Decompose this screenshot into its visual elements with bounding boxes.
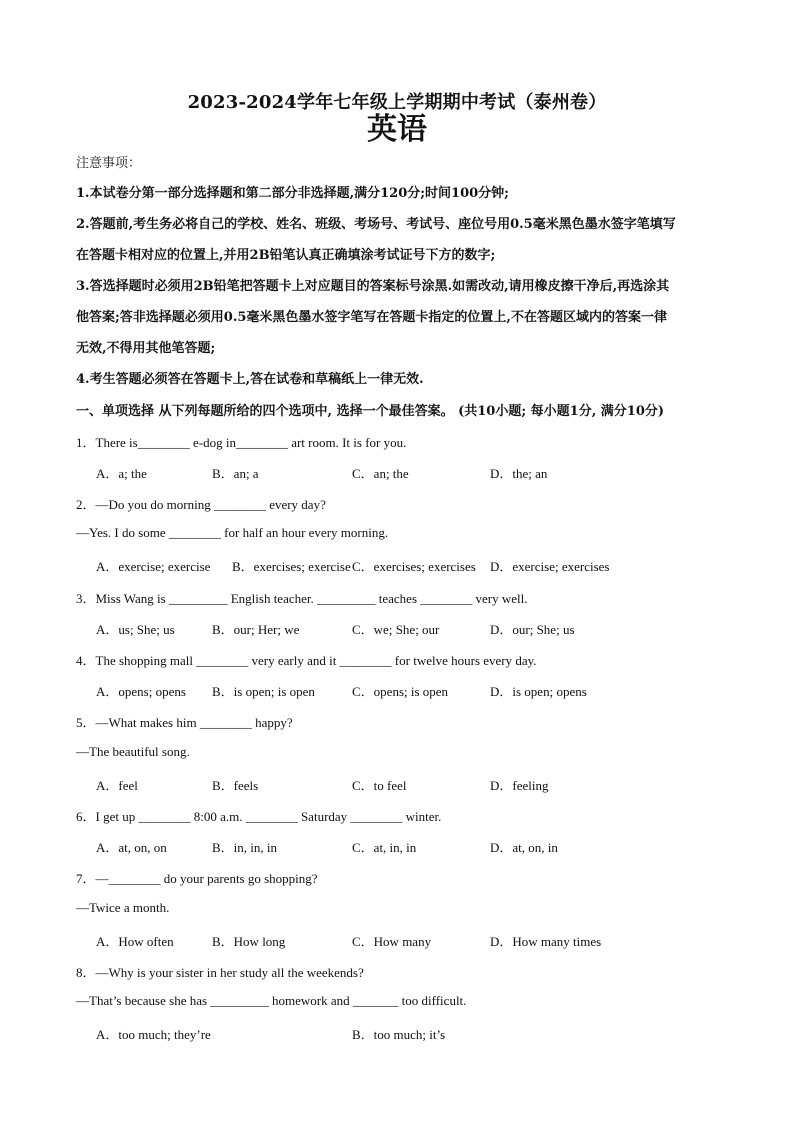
question-stem: 2．—Do you do morning ________ every day? <box>76 497 326 512</box>
note-line: 他答案;答非选择题必须用0.5毫米黑色墨水签字笔写在答题卡指定的位置上,不在答题区域内的答案一律 <box>76 310 667 325</box>
question-stem: 7．—________ do your parents go shopping? <box>76 871 318 886</box>
question-stem: 8．—Why is your sister in her study all the weekends? <box>76 965 364 980</box>
question-stem: 3．Miss Wang is _________ English teacher. _________ teaches ________ very well. <box>76 591 528 606</box>
note-line: 4.考生答题必须答在答题卡上,答在试卷和草稿纸上一律无效. <box>76 372 424 387</box>
exam-title: 2023-2024学年七年级上学期期中考试（泰州卷） <box>187 92 607 113</box>
question-stem: 6．I get up ________ 8:00 a.m. ________ Saturday ________ winter. <box>76 809 442 824</box>
option-b: B．exercises; exercise <box>232 559 351 574</box>
option-a: A．feel <box>96 778 138 793</box>
option-a: A．at, on, on <box>96 840 167 855</box>
option-c: C．we; She; our <box>352 622 440 637</box>
question-stem: —Yes. I do some ________ for half an hour every morning. <box>76 525 389 540</box>
option-b: B．is open; is open <box>212 684 315 699</box>
note-line: 1.本试卷分第一部分选择题和第二部分非选择题,满分120分;时间100分钟; <box>76 186 509 201</box>
question-stem: 4．The shopping mall ________ very early and it ________ for twelve hours every day. <box>76 653 537 668</box>
option-c: C．exercises; exercises <box>352 559 476 574</box>
option-a: A．too much; they’re <box>96 1027 211 1042</box>
note-line: 无效,不得用其他笔答题; <box>76 341 216 356</box>
subject-title: 英语 <box>367 112 427 147</box>
question-stem: —That’s because she has _________ homework and _______ too difficult. <box>76 993 467 1008</box>
option-d: D．our; She; us <box>490 622 575 637</box>
question-stem: 1．There is________ e-dog in________ art room. It is for you. <box>76 435 407 450</box>
option-b: B．our; Her; we <box>212 622 300 637</box>
note-line: 在答题卡相对应的位置上,并用2B铅笔认真正确填涂考试证号下方的数字; <box>76 248 496 263</box>
option-c: C．at, in, in <box>352 840 417 855</box>
option-b: B．in, in, in <box>212 840 278 855</box>
option-b: B．feels <box>212 778 259 793</box>
option-d: D．exercise; exercises <box>490 559 610 574</box>
option-d: D．feeling <box>490 778 549 793</box>
question-stem: —Twice a month. <box>76 900 170 915</box>
option-d: D．How many times <box>490 934 602 949</box>
option-c: C．an; the <box>352 466 409 481</box>
question-stem: 5．—What makes him ________ happy? <box>76 715 293 730</box>
question-stem: —The beautiful song. <box>76 744 190 759</box>
option-c: C．How many <box>352 934 432 949</box>
option-c: C．to feel <box>352 778 407 793</box>
note-line: 3.答选择题时必须用2B铅笔把答题卡上对应题目的答案标号涂黑.如需改动,请用橡皮擦干净后,再选涂其 <box>76 279 670 294</box>
note-line: 2.答题前,考生务必将自己的学校、姓名、班级、考场号、考试号、座位号用0.5毫米黑色墨水签字笔填写 <box>76 217 676 232</box>
option-a: A．opens; opens <box>96 684 186 699</box>
option-a: A．us; She; us <box>96 622 175 637</box>
option-d: D．is open; opens <box>490 684 587 699</box>
option-d: D．the; an <box>490 466 548 481</box>
section-heading: 一、单项选择 从下列每题所给的四个选项中, 选择一个最佳答案。 (共10小题; 每小题1分, 满分10分) <box>76 404 665 419</box>
option-b: B．How long <box>212 934 286 949</box>
option-c: C．opens; is open <box>352 684 449 699</box>
notes-heading: 注意事项： <box>76 156 142 171</box>
option-a: A．exercise; exercise <box>96 559 211 574</box>
option-a: A．a; the <box>96 466 147 481</box>
option-b: B．too much; it’s <box>352 1027 446 1042</box>
option-a: A．How often <box>96 934 174 949</box>
option-b: B．an; a <box>212 466 259 481</box>
option-d: D．at, on, in <box>490 840 558 855</box>
